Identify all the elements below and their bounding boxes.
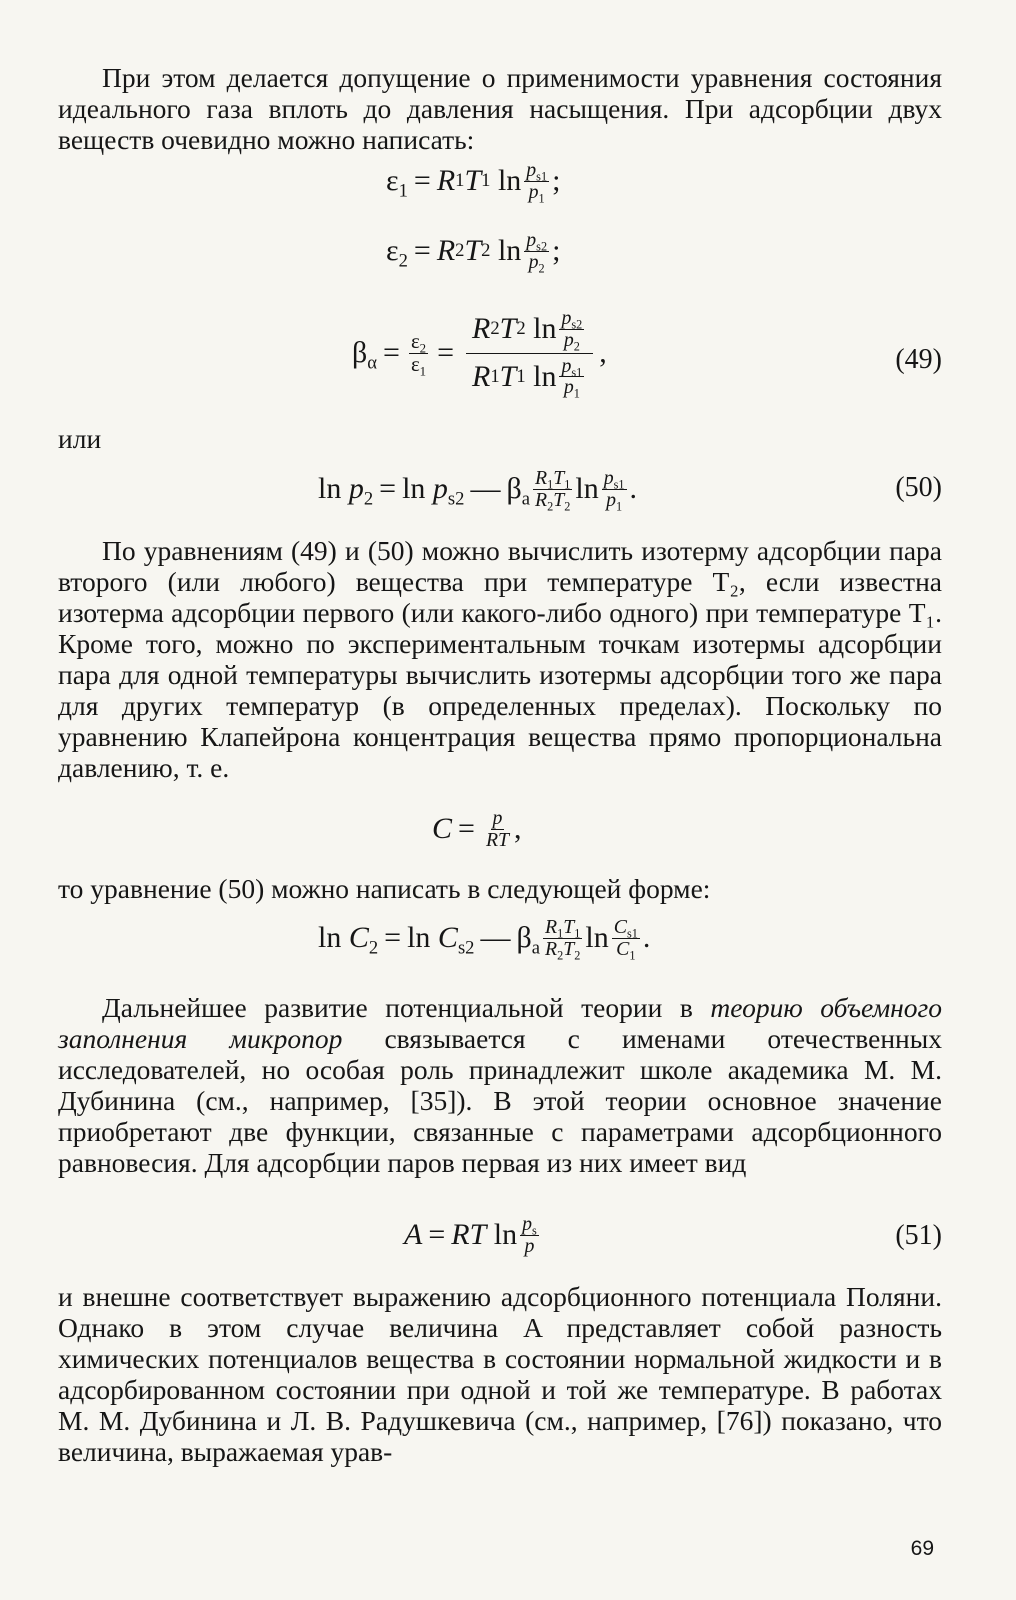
equation-ln-p2-50: $\ln p_2$ = $\ln p_{s2}$ — $\beta_a$ $\frac{R_1T_1}{R_2T_2}$ ln $\frac{p_{s1}}{p_1}$ . [318, 467, 638, 514]
equation-epsilon-2: $\varepsilon_2$ = R 2 T 2 ln $\frac{p_{s2}}{p_2}$ ; [386, 229, 561, 276]
paragraph-intro: При этом делается допущение о применимости уравнения состояния идеального газа вплоть до давления насыщения. При адсорбции двух веществ очевидно можно написать: [58, 62, 942, 155]
equation-ln-c2: $\ln C_2$ = $\ln C_{s2}$ — $\beta_a$ $\frac{R_1T_1}{R_2T_2}$ ln $\frac{C_{s1}}{C_1}$ . [318, 916, 651, 963]
equation-number-49: (49) [895, 344, 942, 375]
equation-concentration: C = $\frac{p}{RT}$ , [432, 807, 522, 851]
word-ili: или [58, 423, 102, 454]
equation-beta-49: $\beta_\alpha$ = $\frac{\varepsilon_2}{\varepsilon_1}$ = R 2 T 2 ln $\frac{p_{s2}}{p_2}$ R 1 T 1 ln $\frac{p_{s1}}{p_1}$ , [352, 307, 607, 401]
equation-epsilon-1: $\varepsilon_1$ = R 1 T 1 ln $\frac{p_{s1}}{p_1}$ ; [386, 159, 561, 206]
paragraph-isotherm: По уравнениям (49) и (50) можно вычислить изотерму адсорбции пара второго (или любого) вещества при температуре T₂, если известна изотерма адсорбции первого (или какого-либо одного) при температуре T₁. Кроме того, можно по экспериментальным точкам изотермы адсорбции пара для одной температуры вычислить изотермы адсорбции того же пара для других температур (в определенных пределах). Поскольку по уравнению Клапейрона концентрация вещества прямо пропорциональна давлению, т. е. [58, 535, 942, 783]
p4-text-after: связывается с именами отечественных исследователей, но особая роль принадлежит школе академика М. М. Дубинина (см., например, [35]). В этой теории основное значение приобретают две функции, связанные с параметрами адсорбционного равновесия. Для адсорбции паров первая из них имеет вид [58, 1023, 942, 1178]
p4-emphasis: теорию объемного заполнения микропор [58, 992, 943, 1054]
paragraph-polanyi: и внешне соответствует выражению адсорбционного потенциала Поляни. Однако в этом случае величина A представляет собой разность химических потенциалов вещества в состоянии нормальной жидкости и в адсорбированном состоянии при одной и той же температуре. В работах М. М. Дубинина и Л. В. Радушкевича (см., например, [76]) показано, что величина, выражаемая урав- [58, 1281, 942, 1467]
paragraph-form: то уравнение (50) можно написать в следующей форме: [58, 873, 711, 904]
paragraph-dubinin [58, 992, 942, 1178]
p4-text-before: Дальнейшее развитие потенциальной теории в [102, 992, 693, 1023]
equation-number-50: (50) [895, 472, 942, 503]
equation-potential-51: A = RT ln $\frac{p_s}{p}$ [404, 1213, 537, 1257]
page-number: 69 [910, 1537, 934, 1560]
equation-number-51: (51) [895, 1220, 942, 1251]
